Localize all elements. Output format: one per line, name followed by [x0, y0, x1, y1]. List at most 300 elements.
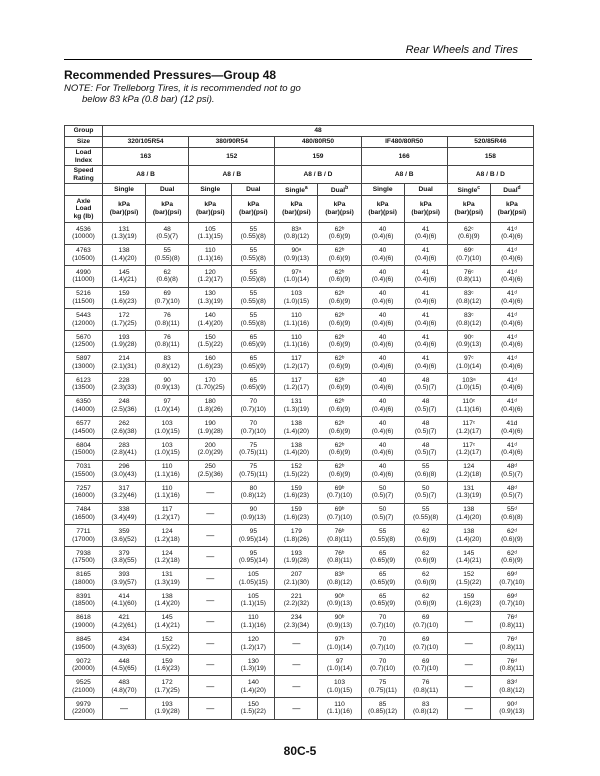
axle-load-cell: 7938 (17500) [65, 546, 103, 568]
pressure-cell: 48 (0.5)(7) [146, 223, 189, 245]
footnote-marker: a [304, 184, 308, 191]
pressure-cell: 40 (0.4)(6) [361, 266, 404, 288]
pressure-cell: — [447, 676, 490, 698]
pressure-cell: 76ᵈ (0.8)(11) [490, 654, 533, 676]
pressure-cell: 41ᵈ (0.4)(6) [490, 287, 533, 309]
note-line-1: NOTE: For Trelleborg Tires, it is recommended not to go [64, 83, 301, 94]
pressure-cell: 70 (0.7)(10) [361, 633, 404, 655]
pressure-cell: 76ᵈ (0.8)(11) [490, 611, 533, 633]
pressure-cell: 41ᵈ (0.4)(6) [490, 266, 533, 288]
pressure-cell: 70 (0.7)(10) [361, 611, 404, 633]
unit-header: kPa (bar)(psi) [189, 196, 232, 223]
header-rule [64, 59, 532, 60]
pressure-cell: 40 (0.4)(6) [361, 460, 404, 482]
axle-load-cell: 8618 (19000) [65, 611, 103, 633]
pressure-cell: 65 (0.65)(9) [361, 568, 404, 590]
table-row [65, 525, 534, 547]
pressure-cell: 296 (3.0)(43) [103, 460, 146, 482]
pressure-cell: 97ᵇ (1.0)(14) [318, 633, 361, 655]
pressure-cell: 40 (0.4)(6) [361, 417, 404, 439]
pressure-cell: 120 (1.2)(17) [232, 633, 275, 655]
table-row [65, 330, 534, 352]
load-index: 158 [447, 148, 533, 166]
axle-load-cell: 6577 (14500) [65, 417, 103, 439]
mount-type-label: Single [457, 186, 478, 194]
pressure-cell: 131 (1.3)(19) [146, 568, 189, 590]
axle-load-cell: 7484 (16500) [65, 503, 103, 525]
pressure-cell: 55 (0.6)(8) [404, 460, 447, 482]
pressure-cell: 41 (0.4)(6) [404, 244, 447, 266]
pressure-cell: 76 (0.8)(11) [146, 309, 189, 331]
pressure-cell: 55 (0.55)(8) [232, 287, 275, 309]
pressure-cell: 40 (0.4)(6) [361, 438, 404, 460]
pressure-cell: 69ᶜ (0.7)(10) [447, 244, 490, 266]
pressure-cell: 62ᵇ (0.6)(9) [318, 287, 361, 309]
mount-type-label: Single [372, 185, 393, 193]
pressure-cell: — [447, 654, 490, 676]
page-number: 80C-5 [283, 744, 317, 758]
pressure-cell: 140 (1.4)(20) [189, 309, 232, 331]
pressure-cell: 124 (1.2)(18) [146, 546, 189, 568]
pressure-cell: 379 (3.8)(55) [103, 546, 146, 568]
mount-type-label: Dual [330, 186, 346, 194]
pressure-cell: 152 (1.5)(22) [146, 633, 189, 655]
table-row [65, 438, 534, 460]
pressure-cell: 138 (1.4)(20) [275, 417, 318, 439]
axle-load-cell: 4763 (10500) [65, 244, 103, 266]
table-row [65, 352, 534, 374]
pressure-cell: 40 (0.4)(6) [361, 244, 404, 266]
axle-load-cell: 5216 (11500) [65, 287, 103, 309]
pressure-cell: 145 (1.4)(21) [103, 266, 146, 288]
pressure-cell: 70 (0.7)(10) [232, 417, 275, 439]
speed-rating: A8 / B [189, 166, 275, 184]
table-row [65, 590, 534, 612]
load-index-label: Load Index [65, 148, 103, 166]
axle-load-cell: 5897 (13000) [65, 352, 103, 374]
pressure-cell: 83ᶜ (0.8)(12) [447, 287, 490, 309]
table-row [65, 482, 534, 504]
pressure-cell: 41ᵈ (0.4)(6) [490, 352, 533, 374]
mount-type-label: Dual [246, 185, 261, 193]
pressure-cell: 62ᵇ (0.6)(9) [318, 438, 361, 460]
axle-load-cell: 9525 (21000) [65, 676, 103, 698]
pressure-cell: 41ᵈ (0.4)(6) [490, 309, 533, 331]
pressure-cell: 138 (1.4)(20) [447, 525, 490, 547]
pressure-cell: 193 (1.9)(28) [103, 330, 146, 352]
pressure-cell: 55 (0.55)(8) [232, 309, 275, 331]
pressure-cell: 62ᵇ (0.6)(9) [318, 395, 361, 417]
pressure-cell: 65 (0.65)(9) [361, 590, 404, 612]
pressure-cell: 359 (3.6)(52) [103, 525, 146, 547]
pressure-cell: — [189, 611, 232, 633]
pressure-cell: 248 (2.5)(36) [103, 395, 146, 417]
pressure-cell: 85 (0.85)(12) [361, 698, 404, 720]
pressure-cell: 105 (1.1)(15) [232, 590, 275, 612]
pressure-cell: 41ᵈ (0.4)(6) [490, 223, 533, 245]
pressure-cell: 124 (1.2)(18) [447, 460, 490, 482]
mount-type-header [146, 184, 189, 196]
pressure-cell: 90 (0.9)(13) [146, 374, 189, 396]
pressure-cell: 483 (4.8)(70) [103, 676, 146, 698]
pressure-cell: 62ᵈ (0.6)(9) [490, 525, 533, 547]
pressure-cell: 110 (1.1)(16) [275, 309, 318, 331]
mount-type-header [232, 184, 275, 196]
mount-type-header [361, 184, 404, 196]
pressure-cell: 62ᵇ (0.6)(9) [318, 374, 361, 396]
pressure-cell: 448 (4.5)(65) [103, 654, 146, 676]
pressure-cell: 97 (1.0)(14) [146, 395, 189, 417]
pressure-cell: 40 (0.4)(6) [361, 330, 404, 352]
table-row [65, 611, 534, 633]
pressure-cell: 250 (2.5)(36) [189, 460, 232, 482]
pressure-cell: — [275, 654, 318, 676]
pressure-cell: 70 (0.7)(10) [232, 395, 275, 417]
pressure-cell: 159 (1.6)(23) [275, 503, 318, 525]
pressure-cell: 145 (1.4)(21) [146, 611, 189, 633]
table-row [65, 568, 534, 590]
pressure-cell: 317 (3.2)(46) [103, 482, 146, 504]
pressure-cell: 69 (0.7)(10) [404, 633, 447, 655]
pressure-cell: — [275, 698, 318, 720]
table-row [65, 417, 534, 439]
pressure-cell: 40 (0.4)(6) [361, 287, 404, 309]
pressure-cell: 62 (0.6)(9) [404, 568, 447, 590]
speed-rating: A8 / B / D [447, 166, 533, 184]
pressure-cell: 41 (0.4)(6) [404, 309, 447, 331]
section-title: Recommended Pressures—Group 48 [64, 68, 277, 82]
unit-header: kPa (bar)(psi) [232, 196, 275, 223]
pressure-cell: 159 (1.6)(23) [103, 287, 146, 309]
pressure-cell: 103 (1.0)(15) [275, 287, 318, 309]
pressure-cell: 131 (1.3)(19) [447, 482, 490, 504]
pressure-cell: 131 (1.3)(19) [275, 395, 318, 417]
pressure-cell: 55 (0.55)(8) [232, 244, 275, 266]
table-row [65, 503, 534, 525]
pressure-cell: 90ᵇ (0.9)(13) [318, 611, 361, 633]
blank-cell [65, 184, 103, 196]
table-row [65, 266, 534, 288]
load-index: 166 [361, 148, 447, 166]
axle-load-cell: 9072 (20000) [65, 654, 103, 676]
pressure-cell: 62 (0.6)(9) [404, 590, 447, 612]
pressure-cell: 110 (1.1)(16) [232, 611, 275, 633]
pressure-cell: 159 (1.6)(23) [447, 590, 490, 612]
mount-type-header [275, 184, 318, 196]
load-index: 163 [103, 148, 189, 166]
tire-size: 380/90R54 [189, 137, 275, 148]
pressure-cell: 76ᵈ (0.8)(11) [490, 633, 533, 655]
pressure-cell: 145 (1.4)(21) [447, 546, 490, 568]
pressure-cell: 150 (1.5)(22) [189, 330, 232, 352]
pressure-cell: 41 (0.4)(6) [404, 266, 447, 288]
pressure-cell: 138 (1.4)(20) [447, 503, 490, 525]
pressure-cell: 207 (2.1)(30) [275, 568, 318, 590]
pressure-cell: 62ᵇ (0.6)(9) [318, 223, 361, 245]
table-row [65, 654, 534, 676]
pressure-cell: 65 (0.65)(9) [361, 546, 404, 568]
pressure-cell: 40 (0.4)(6) [361, 223, 404, 245]
pressure-cell: 421 (4.2)(61) [103, 611, 146, 633]
pressure-cell: 62ᵇ (0.6)(9) [318, 460, 361, 482]
pressure-cell: 76ᵇ (0.8)(11) [318, 525, 361, 547]
pressure-cell: 55 (0.55)(8) [232, 266, 275, 288]
mount-type-label: Dual [418, 185, 433, 193]
pressure-cell: 83 (0.8)(12) [404, 698, 447, 720]
pressure-cell: 95 (0.95)(14) [232, 546, 275, 568]
footnote-marker: d [517, 184, 521, 191]
pressure-cell: — [189, 568, 232, 590]
table-row [65, 395, 534, 417]
pressure-cell: 138 (1.4)(20) [146, 590, 189, 612]
pressure-cell: 41d (0.4)(6) [490, 417, 533, 439]
pressure-cell: 62ᵈ (0.6)(9) [490, 546, 533, 568]
pressure-cell: 159 (1.6)(23) [275, 482, 318, 504]
pressure-cell: 90ᵈ (0.9)(13) [490, 698, 533, 720]
load-index: 159 [275, 148, 361, 166]
pressure-cell: — [275, 633, 318, 655]
pressure-cell: 48ᵈ (0.5)(7) [490, 460, 533, 482]
axle-load-cell: 8391 (18500) [65, 590, 103, 612]
pressure-cell: 40 (0.4)(6) [361, 374, 404, 396]
pressure-cell: 172 (1.7)(25) [103, 309, 146, 331]
pressure-cell: 110 (1.1)(16) [189, 244, 232, 266]
pressure-cell: 69 (0.7)(10) [404, 611, 447, 633]
mount-type-label: Dual [503, 186, 518, 194]
pressure-cell: 65 (0.65)(9) [232, 330, 275, 352]
pressure-cell: 138 (1.4)(20) [103, 244, 146, 266]
pressure-cell: 130 (1.3)(19) [189, 287, 232, 309]
table-row [65, 460, 534, 482]
axle-load-cell: 7257 (16000) [65, 482, 103, 504]
pressure-cell: 200 (2.0)(29) [189, 438, 232, 460]
unit-header: kPa (bar)(psi) [103, 196, 146, 223]
speed-rating: A8 / B / D [275, 166, 361, 184]
mount-type-header [318, 184, 361, 196]
axle-load-cell: 5443 (12000) [65, 309, 103, 331]
pressure-cell: 65 (0.65)(9) [232, 374, 275, 396]
note-line-2: below 83 kPa (0.8 bar) (12 psi). [82, 94, 215, 105]
pressure-cell: 50 (0.5)(7) [404, 482, 447, 504]
pressure-cell: 150 (1.5)(22) [232, 698, 275, 720]
pressure-cell: 414 (4.1)(60) [103, 590, 146, 612]
pressure-cell: 55 (0.55)(8) [146, 244, 189, 266]
pressure-cell: 103 (1.0)(15) [146, 417, 189, 439]
pressure-cell: — [189, 546, 232, 568]
unit-header: kPa (bar)(psi) [447, 196, 490, 223]
mount-type-label: Dual [159, 185, 175, 193]
axle-load-label: Axle Load kg (lb) [65, 196, 103, 223]
pressure-cell: 105 (1.05)(15) [232, 568, 275, 590]
group-label: Group [65, 126, 103, 137]
unit-header: kPa (bar)(psi) [361, 196, 404, 223]
pressure-cell: 105 (1.1)(15) [189, 223, 232, 245]
pressure-cell: 41ᵈ (0.4)(6) [490, 395, 533, 417]
unit-header: kPa (bar)(psi) [275, 196, 318, 223]
pressure-cell: 70 (0.7)(10) [361, 654, 404, 676]
pressure-cell: 117 (1.2)(17) [275, 374, 318, 396]
pressure-cell: 69ᵇ (0.7)(10) [318, 503, 361, 525]
axle-load-cell: 4536 (10000) [65, 223, 103, 245]
table-row [65, 309, 534, 331]
pressure-cell: — [275, 676, 318, 698]
pressure-cell: 62 (0.6)(9) [404, 525, 447, 547]
load-index: 152 [189, 148, 275, 166]
mount-type-header [103, 184, 146, 196]
pressure-cell: 69 (0.7)(10) [146, 287, 189, 309]
pressure-table [64, 125, 534, 720]
pressure-cell: 124 (1.2)(18) [146, 525, 189, 547]
pressure-cell: 41 (0.4)(6) [404, 287, 447, 309]
pressure-cell: — [189, 503, 232, 525]
pressure-cell: 234 (2.3)(34) [275, 611, 318, 633]
speed-rating-label: Speed Rating [65, 166, 103, 184]
pressure-cell: 62ᵇ (0.6)(9) [318, 417, 361, 439]
tire-size: 480/80R50 [275, 137, 361, 148]
pressure-cell: — [189, 676, 232, 698]
pressure-cell: 48 (0.5)(7) [404, 374, 447, 396]
pressure-cell: 62ᵇ (0.6)(9) [318, 309, 361, 331]
axle-load-cell: 4990 (11000) [65, 266, 103, 288]
pressure-cell: 170 (1.70)(25) [189, 374, 232, 396]
axle-load-cell: 6804 (15000) [65, 438, 103, 460]
pressure-cell: 117 (1.2)(17) [146, 503, 189, 525]
pressure-cell: 103ᵃ (1.0)(15) [447, 374, 490, 396]
axle-load-cell: 5670 (12500) [65, 330, 103, 352]
pressure-cell: 41ᵈ (0.4)(6) [490, 330, 533, 352]
pressure-cell: 62ᵇ (0.6)(9) [318, 266, 361, 288]
pressure-cell: — [189, 654, 232, 676]
pressure-cell: 90ᵃ (0.9)(13) [275, 244, 318, 266]
pressure-cell: 179 (1.8)(26) [275, 525, 318, 547]
pressure-cell: 103 (1.0)(15) [318, 676, 361, 698]
pressure-cell: 138 (1.4)(20) [275, 438, 318, 460]
pressure-cell: — [189, 482, 232, 504]
pressure-cell: — [447, 698, 490, 720]
pressure-cell: 65 (0.65)(9) [232, 352, 275, 374]
pressure-cell: 83ᵇ (0.8)(12) [318, 568, 361, 590]
pressure-cell: 90 (0.9)(13) [232, 503, 275, 525]
pressure-cell: 95 (0.95)(14) [232, 525, 275, 547]
pressure-cell: — [189, 590, 232, 612]
pressure-cell: 55 (0.55)(8) [361, 525, 404, 547]
table-row [65, 244, 534, 266]
axle-load-cell: 8165 (18000) [65, 568, 103, 590]
axle-load-cell: 8845 (19500) [65, 633, 103, 655]
pressure-cell: 62ᶜ (0.6)(9) [447, 223, 490, 245]
pressure-cell: 62ᵇ (0.6)(9) [318, 244, 361, 266]
footnote-marker: c [477, 184, 481, 191]
mount-type-header [490, 184, 533, 196]
pressure-cell: 75 (0.75)(11) [361, 676, 404, 698]
axle-load-cell: 6350 (14000) [65, 395, 103, 417]
pressure-cell: 55ᵈ (0.6)(8) [490, 503, 533, 525]
pressure-cell: 62 (0.6)(8) [146, 266, 189, 288]
unit-header: kPa (bar)(psi) [146, 196, 189, 223]
pressure-cell: 41ᵈ (0.4)(6) [490, 374, 533, 396]
pressure-cell: 117ᶜ (1.2)(17) [447, 417, 490, 439]
pressure-cell: 48ᵈ (0.5)(7) [490, 482, 533, 504]
pressure-cell: 41 (0.4)(6) [404, 330, 447, 352]
pressure-cell: 228 (2.3)(33) [103, 374, 146, 396]
pressure-cell: 110 (1.1)(16) [275, 330, 318, 352]
group-value: 48 [103, 126, 534, 137]
pressure-cell: — [189, 633, 232, 655]
table-row [65, 676, 534, 698]
table-row [65, 698, 534, 720]
pressure-cell: 110 (1.1)(16) [146, 460, 189, 482]
pressure-cell: 41ᵈ (0.4)(6) [490, 438, 533, 460]
pressure-cell: 103 (1.0)(15) [146, 438, 189, 460]
pressure-cell: 69ᵈ (0.7)(10) [490, 590, 533, 612]
pressure-cell: 172 (1.7)(25) [146, 676, 189, 698]
axle-load-cell: 6123 (13500) [65, 374, 103, 396]
mount-type-label: Single [114, 185, 134, 193]
pressure-cell: 97 (1.0)(14) [318, 654, 361, 676]
axle-load-cell: 9979 (22000) [65, 698, 103, 720]
pressure-cell: 152 (1.5)(22) [275, 460, 318, 482]
footnote-marker: b [345, 184, 349, 191]
axle-load-cell: 7711 (17000) [65, 525, 103, 547]
pressure-cell: 48 (0.5)(7) [404, 438, 447, 460]
pressure-cell: 41 (0.4)(6) [404, 223, 447, 245]
pressure-cell: — [189, 698, 232, 720]
pressure-cell: 283 (2.8)(41) [103, 438, 146, 460]
pressure-cell: 117 (1.2)(17) [275, 352, 318, 374]
pressure-cell: 76ᵇ (0.8)(11) [318, 546, 361, 568]
pressure-cell: 152 (1.5)(22) [447, 568, 490, 590]
pressure-cell: 262 (2.6)(38) [103, 417, 146, 439]
pressure-cell: 50 (0.5)(7) [361, 503, 404, 525]
pressure-cell: 69ᵈ (0.7)(10) [490, 568, 533, 590]
mount-type-header [447, 184, 490, 196]
pressure-cell: — [447, 633, 490, 655]
pressure-cell: 160 (1.6)(23) [189, 352, 232, 374]
pressure-cell: 97ᶜ (1.0)(14) [447, 352, 490, 374]
pressure-cell: 62ᵇ (0.6)(9) [318, 330, 361, 352]
pressure-cell: 76ᶜ (0.8)(11) [447, 266, 490, 288]
table-row [65, 633, 534, 655]
unit-header: kPa (bar)(psi) [318, 196, 361, 223]
pressure-cell: 55 (0.55)(8) [404, 503, 447, 525]
table-row [65, 374, 534, 396]
pressure-cell: 83ᵈ (0.8)(12) [490, 676, 533, 698]
pressure-cell: 221 (2.2)(32) [275, 590, 318, 612]
unit-header: kPa (bar)(psi) [404, 196, 447, 223]
pressure-cell: 83 (0.8)(12) [146, 352, 189, 374]
running-header: Rear Wheels and Tires [405, 44, 518, 56]
mount-type-label: Single [200, 185, 221, 193]
pressure-cell: 120 (1.2)(17) [189, 266, 232, 288]
pressure-cell: 40 (0.4)(6) [361, 395, 404, 417]
pressure-cell: 62 (0.6)(9) [404, 546, 447, 568]
pressure-cell: 90ᶜ (0.9)(13) [447, 330, 490, 352]
pressure-cell: — [447, 611, 490, 633]
tire-note [64, 83, 324, 105]
pressure-cell: 69 (0.7)(10) [404, 654, 447, 676]
pressure-cell: 110 (1.1)(16) [146, 482, 189, 504]
mount-type-label: Single [285, 186, 305, 194]
pressure-cell: 83ᶜ (0.8)(12) [447, 309, 490, 331]
pressure-cell: 180 (1.8)(26) [189, 395, 232, 417]
pressure-cell: 131 (1.3)(19) [103, 223, 146, 245]
pressure-cell: 40 (0.4)(6) [361, 309, 404, 331]
speed-rating: A8 / B [103, 166, 189, 184]
pressure-cell: 190 (1.9)(28) [189, 417, 232, 439]
pressure-cell: 110 (1.1)(16) [318, 698, 361, 720]
tire-size: 520/85R46 [447, 137, 533, 148]
pressure-cell: 140 (1.4)(20) [232, 676, 275, 698]
